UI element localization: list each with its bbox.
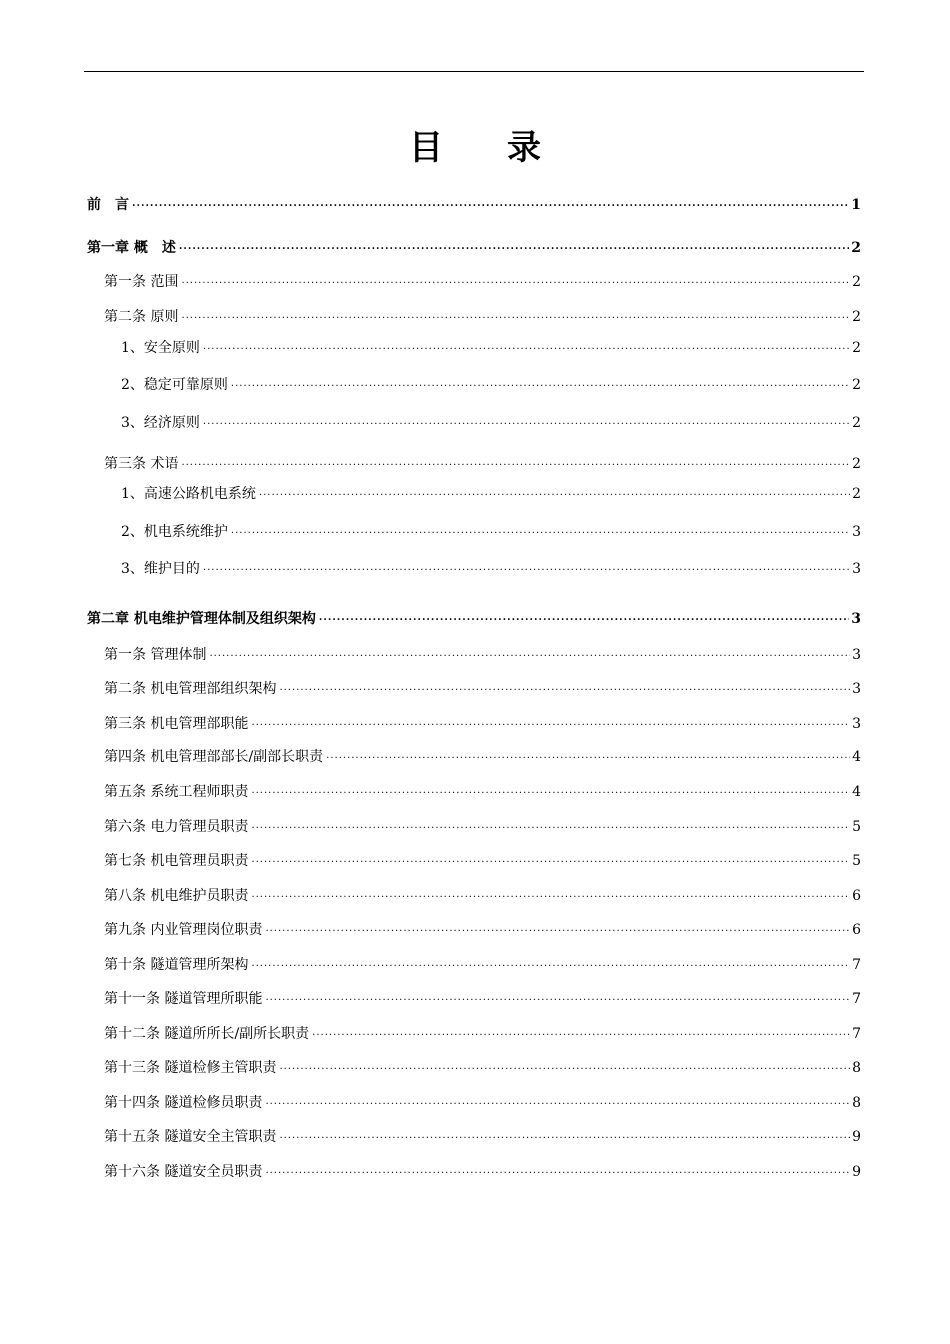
toc-entry-page-number: 8 — [852, 1060, 861, 1076]
toc-entry-label: 第九条 内业管理岗位职责 — [104, 922, 263, 938]
toc-entry-page-number: 3 — [852, 716, 861, 732]
toc-entry-label: 第十三条 隧道检修主管职责 — [104, 1060, 277, 1076]
toc-entry-page-number: 6 — [852, 888, 861, 904]
toc-entry-page-number: 4 — [852, 749, 861, 765]
toc-entry-page-number: 7 — [852, 957, 861, 973]
toc-entry[interactable] — [104, 1127, 861, 1147]
toc-entry[interactable] — [104, 1058, 861, 1078]
toc-entry-page-number: 3 — [852, 681, 861, 697]
toc-entry[interactable] — [104, 645, 861, 665]
toc-entry-label: 第八条 机电维护员职责 — [104, 888, 249, 904]
toc-entry-page-number: 2 — [852, 456, 861, 472]
toc-entry[interactable] — [121, 484, 861, 504]
toc-entry[interactable] — [104, 307, 861, 327]
dot-leader — [326, 749, 850, 763]
toc-entry-label: 第三条 术语 — [104, 456, 179, 472]
dot-leader — [312, 1026, 850, 1040]
toc-entry-page-number: 9 — [852, 1129, 861, 1145]
toc-title — [0, 122, 950, 174]
toc-entry-label: 第四条 机电管理部部长/副部长职责 — [104, 749, 324, 765]
dot-leader — [209, 647, 850, 661]
dot-leader — [251, 819, 850, 833]
toc-entry-label: 第十二条 隧道所所长/副所长职责 — [104, 1026, 310, 1042]
toc-entry-page-number: 2 — [852, 377, 861, 393]
dot-leader — [181, 309, 850, 323]
toc-entry-label: 第五条 系统工程师职责 — [104, 784, 249, 800]
dot-leader — [231, 524, 850, 538]
toc-entry[interactable] — [87, 609, 861, 629]
toc-entry-page-number: 8 — [852, 1095, 861, 1111]
dot-leader — [259, 486, 850, 500]
dot-leader — [265, 1095, 850, 1109]
dot-leader — [265, 1164, 850, 1178]
toc-entry-label: 2、稳定可靠原则 — [121, 377, 228, 393]
toc-entry-page-number: 2 — [851, 240, 861, 256]
toc-entry[interactable] — [104, 1024, 861, 1044]
toc-entry[interactable] — [104, 747, 861, 767]
dot-leader — [265, 922, 850, 936]
toc-entry-label: 2、机电系统维护 — [121, 524, 228, 540]
dot-leader — [181, 456, 850, 470]
toc-entry-label: 第一章 概 述 — [87, 240, 176, 256]
toc-entry[interactable] — [104, 920, 861, 940]
toc-entry-page-number: 3 — [852, 524, 861, 540]
dot-leader — [231, 377, 850, 391]
toc-entry-page-number: 3 — [851, 611, 861, 627]
toc-entry-page-number: 2 — [852, 415, 861, 431]
toc-entry[interactable] — [104, 1093, 861, 1113]
dot-leader — [203, 561, 850, 575]
dot-leader — [203, 340, 850, 354]
toc-entry-page-number: 1 — [851, 197, 861, 213]
dot-leader — [279, 1060, 850, 1074]
toc-entry-label: 第十六条 隧道安全员职责 — [104, 1164, 263, 1180]
toc-entry-label: 3、经济原则 — [121, 415, 200, 431]
dot-leader — [179, 240, 849, 254]
toc-entry-label: 前 言 — [87, 197, 129, 213]
toc-entry[interactable] — [87, 238, 861, 258]
toc-title-char-1: 目 — [409, 128, 443, 168]
toc-entry[interactable] — [104, 955, 861, 975]
toc-entry-page-number: 5 — [852, 853, 861, 869]
toc-entry-label: 第十五条 隧道安全主管职责 — [104, 1129, 277, 1145]
dot-leader — [265, 991, 850, 1005]
toc-entry-label: 第十四条 隧道检修员职责 — [104, 1095, 263, 1111]
toc-entry[interactable] — [121, 522, 861, 542]
toc-entry[interactable] — [104, 886, 861, 906]
toc-entry[interactable] — [121, 375, 861, 395]
toc-entry[interactable] — [104, 454, 861, 474]
toc-entry-label: 第二章 机电维护管理体制及组织架构 — [87, 611, 316, 627]
dot-leader — [132, 197, 849, 211]
toc-entry-label: 第十一条 隧道管理所职能 — [104, 991, 263, 1007]
toc-entry[interactable] — [121, 413, 861, 433]
toc-entry[interactable] — [104, 817, 861, 837]
dot-leader — [251, 957, 850, 971]
dot-leader — [181, 274, 850, 288]
toc-entry-page-number: 3 — [852, 647, 861, 663]
toc-entry-label: 第一条 范围 — [104, 274, 179, 290]
toc-entry-page-number: 7 — [852, 991, 861, 1007]
toc-entry-label: 1、安全原则 — [121, 340, 200, 356]
toc-entry-label: 第一条 管理体制 — [104, 647, 207, 663]
toc-entry-page-number: 2 — [852, 486, 861, 502]
toc-entry-page-number: 6 — [852, 922, 861, 938]
dot-leader — [251, 716, 850, 730]
dot-leader — [251, 888, 850, 902]
toc-entry-label: 3、维护目的 — [121, 561, 200, 577]
toc-entry-page-number: 2 — [852, 274, 861, 290]
toc-entry-label: 第三条 机电管理部职能 — [104, 716, 249, 732]
header-rule — [84, 71, 864, 72]
toc-entry-label: 1、高速公路机电系统 — [121, 486, 256, 502]
toc-entry-label: 第七条 机电管理员职责 — [104, 853, 249, 869]
toc-entry[interactable] — [121, 338, 861, 358]
toc-entry-page-number: 7 — [852, 1026, 861, 1042]
dot-leader — [279, 1129, 850, 1143]
dot-leader — [203, 415, 850, 429]
toc-entry[interactable] — [87, 195, 861, 215]
dot-leader — [319, 611, 849, 625]
dot-leader — [251, 853, 850, 867]
toc-entry[interactable] — [104, 989, 861, 1009]
toc-entry-page-number: 5 — [852, 819, 861, 835]
toc-title-char-2: 录 — [507, 128, 541, 168]
toc-entry-label: 第六条 电力管理员职责 — [104, 819, 249, 835]
toc-entry[interactable] — [104, 1162, 861, 1182]
toc-entry-label: 第二条 机电管理部组织架构 — [104, 681, 277, 697]
toc-entry-page-number: 9 — [852, 1164, 861, 1180]
toc-entry-page-number: 2 — [852, 340, 861, 356]
toc-entry[interactable] — [104, 272, 861, 292]
toc-entry-page-number: 4 — [852, 784, 861, 800]
toc-entry-label: 第二条 原则 — [104, 309, 179, 325]
dot-leader — [251, 784, 850, 798]
toc-entry[interactable] — [104, 714, 861, 734]
toc-entry[interactable] — [104, 851, 861, 871]
toc-entry[interactable] — [104, 782, 861, 802]
toc-entry[interactable] — [104, 679, 861, 699]
toc-entry-label: 第十条 隧道管理所架构 — [104, 957, 249, 973]
toc-entry-page-number: 2 — [852, 309, 861, 325]
toc-entry-page-number: 3 — [852, 561, 861, 577]
toc-entry[interactable] — [121, 559, 861, 579]
dot-leader — [279, 681, 850, 695]
